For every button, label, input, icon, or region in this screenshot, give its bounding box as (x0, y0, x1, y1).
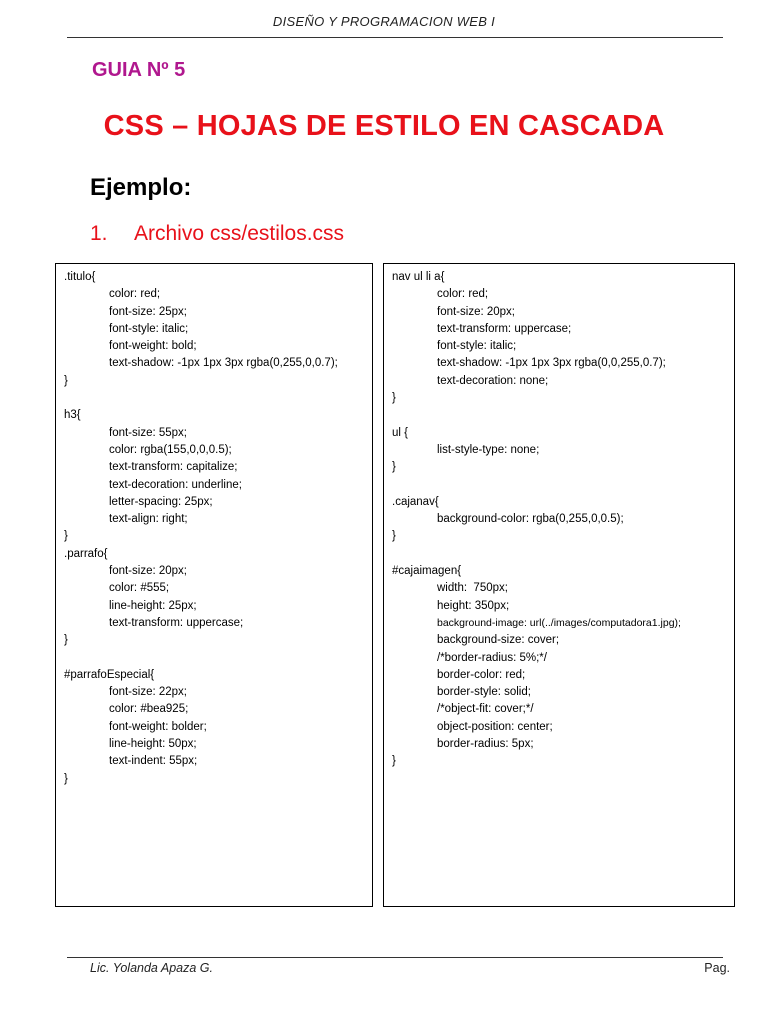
list-item-number: 1. (90, 222, 108, 245)
code-box-right (383, 263, 735, 907)
code-line (392, 546, 734, 563)
code-line: #parrafoEspecial{ (64, 668, 155, 681)
list-item-label: Archivo css/estilos.css (134, 222, 345, 245)
code-line: text-indent: 55px; (109, 755, 198, 768)
code-line: text-transform: uppercase; (437, 322, 572, 335)
header-divider (67, 37, 723, 38)
code-line: } (64, 772, 68, 785)
code-line: border-color: red; (437, 668, 526, 681)
code-line: #cajaimagen{ (392, 565, 462, 578)
code-line (392, 407, 734, 424)
list-item-file (90, 222, 344, 246)
code-line: } (64, 634, 68, 647)
code-line: text-shadow: -1px 1px 3px rgba(0,255,0,0.7); (109, 357, 338, 370)
code-box-left (55, 263, 373, 907)
code-line: line-height: 25px; (109, 599, 197, 612)
code-line: } (392, 392, 396, 405)
code-line (392, 477, 734, 494)
code-line: font-size: 55px; (109, 426, 187, 439)
code-line: font-size: 20px; (437, 305, 515, 318)
code-line: .cajanav{ (392, 495, 439, 508)
code-line: list-style-type: none; (437, 443, 540, 456)
code-line: text-decoration: underline; (109, 478, 242, 491)
code-line: font-weight: bolder; (109, 720, 207, 733)
code-line: } (392, 461, 396, 474)
code-line: object-position: center; (437, 720, 553, 733)
code-line: letter-spacing: 25px; (109, 495, 213, 508)
code-line: text-transform: capitalize; (109, 461, 238, 474)
code-line: .titulo{ (64, 271, 96, 283)
code-line: border-radius: 5px; (437, 738, 534, 751)
footer-divider (67, 957, 723, 958)
code-line: color: red; (109, 288, 161, 301)
footer-author: Lic. Yolanda Apaza G. (90, 961, 214, 975)
code-line: background-image: url(../images/computadora1.jpg); (437, 616, 681, 629)
code-line: color: #bea925; (109, 703, 189, 716)
document-title: CSS – HOJAS DE ESTILO EN CASCADA (103, 110, 665, 142)
code-line: nav ul li a{ (392, 271, 445, 283)
code-line: background-size: cover; (437, 634, 560, 647)
code-line: } (392, 530, 396, 543)
code-line (64, 650, 372, 667)
guide-number: GUIA Nº 5 (92, 59, 186, 81)
code-line: font-size: 25px; (109, 305, 187, 318)
footer-page-label: Pag. (704, 961, 730, 975)
code-line: height: 350px; (437, 599, 510, 612)
page-header-title: DISEÑO Y PROGRAMACION WEB I (272, 14, 496, 29)
code-line: color: #555; (109, 582, 170, 595)
code-line: font-style: italic; (437, 340, 517, 353)
code-line: width: 750px; (437, 582, 508, 595)
code-line: font-size: 22px; (109, 686, 187, 699)
code-line: text-decoration: none; (437, 374, 549, 387)
code-line: font-style: italic; (109, 322, 189, 335)
code-line: ul { (392, 426, 408, 439)
code-line: } (64, 530, 68, 543)
code-line: text-shadow: -1px 1px 3px rgba(0,0,255,0.7); (437, 357, 666, 370)
code-line: } (64, 374, 68, 387)
code-line: /*object-fit: cover;*/ (437, 703, 534, 716)
code-line: } (392, 755, 396, 768)
code-line: text-align: right; (109, 513, 188, 526)
code-line: /*border-radius: 5%;*/ (437, 651, 547, 664)
code-line: .parrafo{ (64, 547, 108, 560)
code-line (64, 390, 372, 407)
section-heading: Ejemplo: (90, 174, 192, 201)
code-line: font-size: 20px; (109, 565, 187, 578)
code-line: border-style: solid; (437, 686, 531, 699)
code-line: text-transform: uppercase; (109, 616, 244, 629)
code-line: h3{ (64, 409, 81, 422)
code-line: font-weight: bold; (109, 340, 197, 353)
code-line: line-height: 50px; (109, 738, 197, 751)
code-line: background-color: rgba(0,255,0,0.5); (437, 513, 624, 526)
code-line: color: rgba(155,0,0,0.5); (109, 443, 232, 456)
code-line: color: red; (437, 288, 489, 301)
